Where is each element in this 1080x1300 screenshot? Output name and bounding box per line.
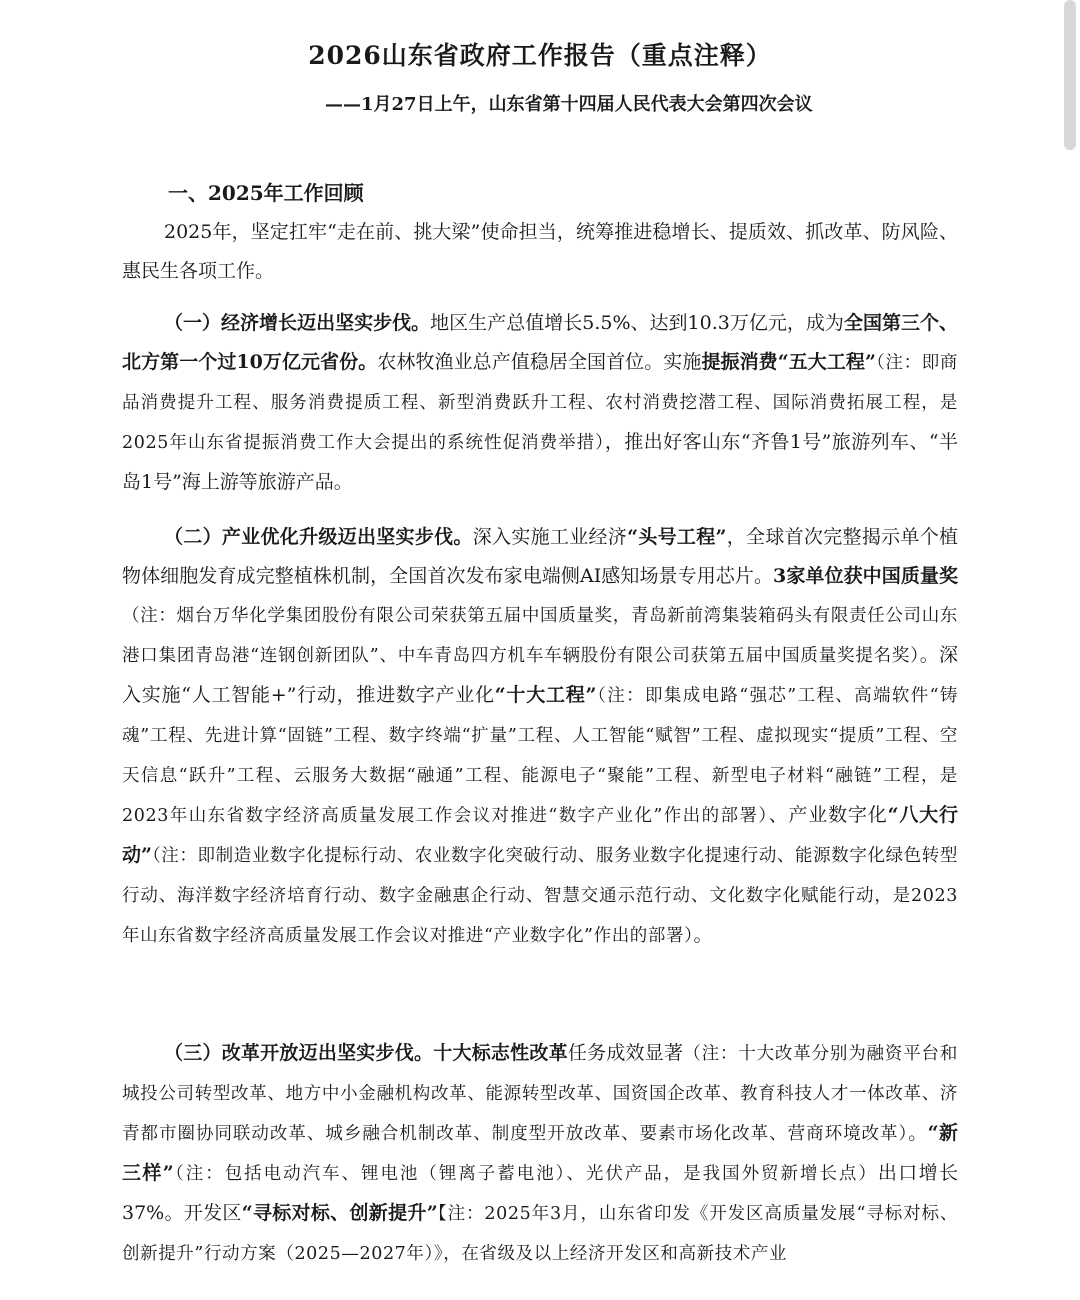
- intro-text: 2025年，坚定扛牢“走在前、挑大梁”使命担当，统筹推进稳增长、提质效、抓改革、防风险、惠民生各项工作。: [122, 221, 958, 282]
- paragraph-lead: （一）经济增长迈出坚实步伐。: [164, 312, 431, 334]
- emphasis-text: “八大行动”: [122, 804, 958, 866]
- paragraph-text: 。: [693, 924, 713, 946]
- document-title: 2026山东省政府工作报告（重点注释）: [308, 41, 772, 70]
- paragraph-text: 深入实施工业经济: [472, 526, 628, 548]
- scrollbar-thumb[interactable]: [1064, 0, 1076, 150]
- paragraph-text: 、产业数字化: [768, 804, 888, 826]
- document-subtitle: ——1月27日上午，山东省第十四届人民代表大会第四次会议: [325, 94, 813, 115]
- paragraph-economy: [122, 304, 958, 502]
- paragraph-text: 。深入实施“人工智能+”行动，推进数字产业化: [122, 644, 958, 706]
- annotation-note: （注：包括电动汽车、锂电池（锂离子蓄电池）、光伏产品，是我国外贸新增长点）: [173, 1164, 878, 1184]
- intro-paragraph: [122, 213, 958, 291]
- paragraph-text: ，全球首次完整揭示单个植物体细胞发育成完整植株机制，全国首次发布家电端侧AI感知场景专用芯片。: [122, 526, 958, 587]
- annotation-note: （注：即制造业数字化提标行动、农业数字化突破行动、服务业数字化提速行动、能源数字化绿色转型行动、海洋数字经济培育行动、数字金融惠企行动、智慧交通示范行动、文化数字化赋能行动，是2023年山东省数字经济高质量发展工作会议对推进“产业数字化”作出的部署）: [122, 846, 958, 946]
- paragraph-reform: [122, 1034, 958, 1274]
- emphasis-text: “新三样”: [122, 1122, 958, 1184]
- emphasis-text: 全国第三个、北方第一个过10万亿元省份。: [122, 312, 958, 373]
- annotation-note: （注：烟台万华化学集团股份有限公司荣获第五届中国质量奖，青岛新前湾集装箱码头有限责任公司山东港口集团青岛港“连钢创新团队”、中车青岛四方机车车辆股份有限公司获第五届中国质量奖提名奖）: [122, 606, 958, 666]
- section-heading: 一、2025年工作回顾: [168, 181, 364, 205]
- paragraph-lead: （三）改革开放迈出坚实步伐。: [164, 1042, 434, 1064]
- emphasis-text: 十大标志性改革: [433, 1042, 568, 1064]
- paragraph-text: 出口增长37%。开发区: [122, 1162, 958, 1224]
- emphasis-text: “头号工程”: [627, 526, 727, 548]
- paragraph-text: 农林牧渔业总产值稳居全国首位。实施: [377, 351, 702, 373]
- paragraph-text: 。: [908, 1122, 928, 1144]
- paragraph-text: ，推出好客山东“齐鲁1号”旅游列车、“半岛1号”海上游等旅游产品。: [122, 431, 958, 493]
- annotation-note: 【注：2025年3月，山东省印发《开发区高质量发展“寻标对标、创新提升”行动方案（2025—2027年）》，在省级及以上经济开发区和高新技术产业: [122, 1204, 958, 1264]
- paragraph-lead: （二）产业优化升级迈出坚实步伐。: [164, 526, 473, 548]
- paragraph-text: 任务成效显著: [567, 1042, 684, 1064]
- emphasis-text: 提振消费“五大工程”: [701, 351, 876, 373]
- emphasis-text: “寻标对标、创新提升”: [241, 1202, 438, 1224]
- annotation-note: （注：十大改革分别为融资平台和城投公司转型改革、地方中小金融机构改革、能源转型改革、国资国企改革、教育科技人才一体改革、济青都市圈协同联动改革、城乡融合机制改革、制度型开放改革、要素市场化改革、营商环境改革）: [122, 1044, 958, 1144]
- emphasis-text: “十大工程”: [494, 684, 597, 706]
- emphasis-text: 3家单位获中国质量奖: [773, 565, 958, 587]
- annotation-note: （注：即商品消费提升工程、服务消费提质工程、新型消费跃升工程、农村消费挖潜工程、国际消费拓展工程，是2025年山东省提振消费工作大会提出的系统性促消费举措）: [122, 353, 958, 453]
- paragraph-text: 地区生产总值增长5.5%、达到10.3万亿元，成为: [430, 312, 844, 334]
- paragraph-industry: [122, 518, 958, 956]
- annotation-note: （注：即集成电路“强芯”工程、高端软件“铸魂”工程、先进计算“固链”工程、数字终端“扩量”工程、人工智能“赋智”工程、虚拟现实“提质”工程、空天信息“跃升”工程、云服务大数据“融通”工程、能源电子“聚能”工程、新型电子材料“融链”工程，是2023年山东省数字经济高质量发展工作会议对推进“数字产业化”作出的部署）: [122, 686, 958, 826]
